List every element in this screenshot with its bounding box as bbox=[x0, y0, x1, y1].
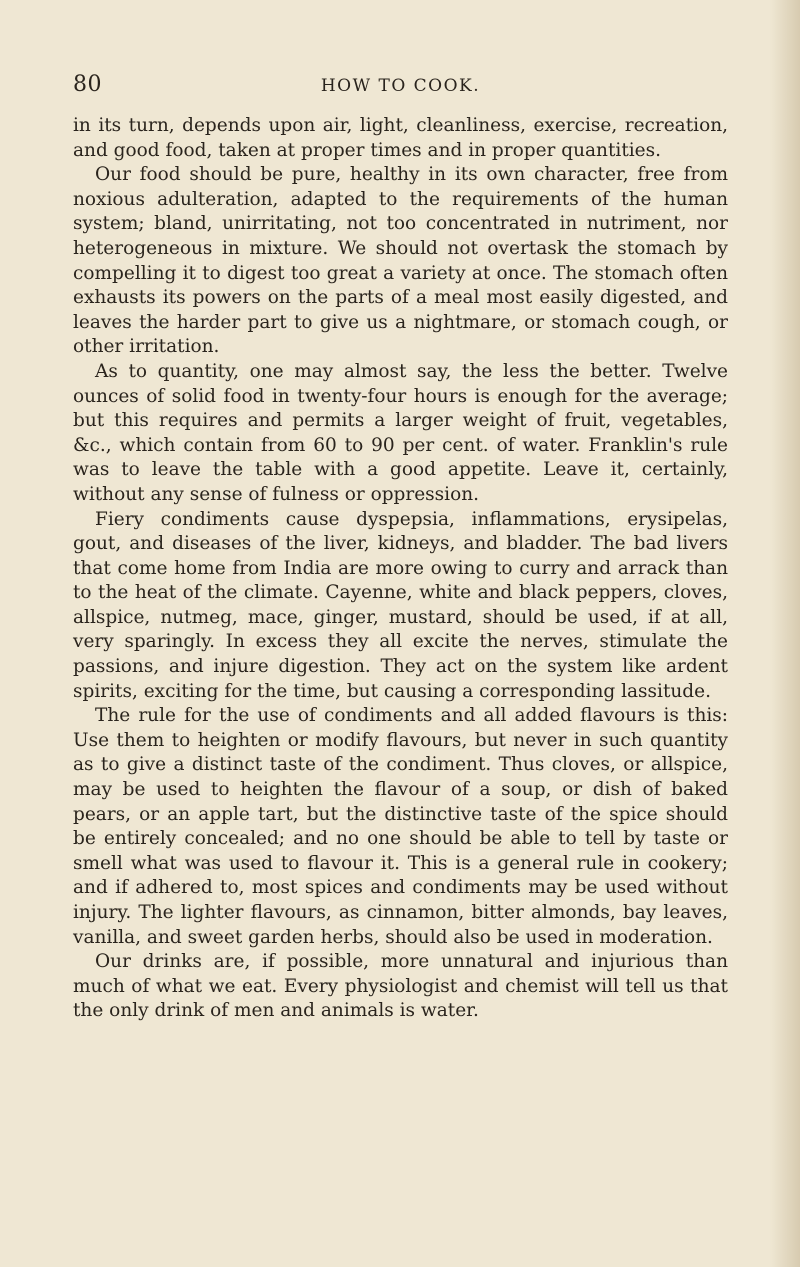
body-text bbox=[73, 114, 728, 1024]
paragraph-quantity: As to quantity, one may almost say, the less the better. Twelve ounces of solid food in twenty-four hours is enough for the average; but this requires and permits a larger weight of fruit, vegetables, &c., which contain from 60 to 90 per cent. of water. Franklin's rule was to leave the table with a good appetite. Leave it, certainly, without any sense of fulness or oppression. bbox=[73, 360, 728, 505]
paragraph-drinks: Our drinks are, if possible, more unnatural and injurious than much of what we eat. Every physiologist and chemist will tell us that the only drink of men and animals is water. bbox=[73, 951, 728, 1022]
running-head bbox=[73, 72, 728, 104]
page-number: 80 bbox=[73, 72, 102, 97]
running-title: HOW TO COOK. bbox=[320, 76, 481, 96]
page-edge-shadow bbox=[770, 0, 800, 1267]
paragraph-continuation: in its turn, depends upon air, light, cleanliness, exercise, recreation, and good food, taken at proper times and in proper quantities. bbox=[73, 115, 728, 161]
paragraph-flavour-rule: The rule for the use of condiments and all added flavours is this: Use them to heighten or modify flavours, but never in such quantity as to give a distinct taste of the condiment. Thus cloves, or allspice, may be used to heighten the flavour of a soup, or dish of baked pears, or an apple tart, but the distinctive taste of the spice should be entirely concealed; and no one should be able to tell by taste or smell what was used to flavour it. This is a general rule in cookery; and if adhered to, most spices and condiments may be used without injury. The lighter flavours, as cinnamon, bitter almonds, bay leaves, vanilla, and sweet garden herbs, should also be used in moderation. bbox=[73, 705, 728, 948]
paragraph-food-quality: Our food should be pure, healthy in its own character, free from noxious adulteration, adapted to the requirements of the human system; bland, unirritating, not too concentrated in nutriment, nor heterogeneous in mixture. We should not overtask the stomach by compelling it to digest too great a variety at once. The stomach often exhausts its powers on the parts of a meal most easily digested, and leaves the harder part to give us a nightmare, or stomach cough, or other irritation. bbox=[73, 164, 728, 358]
paragraph-condiments: Fiery condiments cause dyspepsia, inflammations, erysipelas, gout, and diseases of the liver, kidneys, and bladder. The bad livers that come home from India are more owing to curry and arrack than to the heat of the climate. Cayenne, white and black peppers, cloves, allspice, nutmeg, mace, ginger, mustard, should be used, if at all, very sparingly. In excess they all excite the nerves, stimulate the passions, and injure digestion. They act on the system like ardent spirits, exciting for the time, but causing a corresponding lassitude. bbox=[73, 508, 728, 702]
